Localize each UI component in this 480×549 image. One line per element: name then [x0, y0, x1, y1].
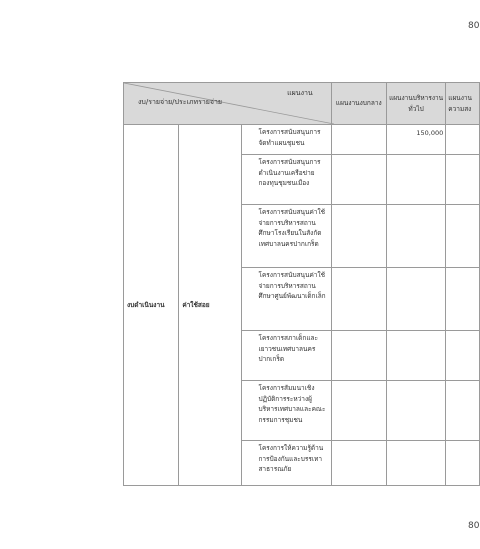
- value-cell: [446, 441, 480, 486]
- project-name: โครงการสภาเด็กและเยาวชนเทศบาลนครปากเกร็ด: [242, 331, 331, 381]
- value-cell: [331, 381, 386, 441]
- value-cell: [446, 268, 480, 331]
- value-cell: 150,000: [386, 125, 445, 155]
- value-cell: [386, 268, 445, 331]
- project-name: โครงการสนับสนุนการดำเนินงานเครือข่ายกองทุนชุมชนเมือง: [242, 155, 331, 205]
- value-cell: [446, 155, 480, 205]
- corner-label-plan: แผนงาน: [287, 89, 313, 97]
- value-cell: [386, 441, 445, 486]
- project-name: โครงการให้ความรู้ด้านการป้องกันและบรรเทาสาธารณภัย: [242, 441, 331, 486]
- value-cell: [386, 155, 445, 205]
- value-cell: [331, 155, 386, 205]
- value-cell: [386, 331, 445, 381]
- corner-header: [124, 83, 332, 125]
- value-cell: [446, 205, 480, 268]
- value-cell: [446, 125, 480, 155]
- page-number-top: 80: [468, 21, 480, 31]
- value-cell: [331, 268, 386, 331]
- table-row: [124, 125, 480, 155]
- value-cell: [331, 125, 386, 155]
- project-name: โครงการสนับสนุนค่าใช้จ่ายการบริหารสถานศึกษาศูนย์พัฒนาเด็กเล็ก: [242, 268, 331, 331]
- budget-category-cell: งบดำเนินงาน: [124, 125, 179, 486]
- value-cell: [386, 205, 445, 268]
- value-cell: [331, 331, 386, 381]
- column-header-central: แผนงานงบกลาง: [331, 83, 386, 125]
- budget-table: [123, 82, 480, 486]
- expense-type-cell: ค่าใช้สอย: [179, 125, 242, 486]
- column-header-general-admin: แผนงานบริหารงานทั่วไป: [386, 83, 445, 125]
- value-cell: [386, 381, 445, 441]
- column-header-security: แผนงาน ความสง: [446, 83, 480, 125]
- value-cell: [446, 381, 480, 441]
- table-header-row: [124, 83, 480, 125]
- corner-label-budget: งบ/รายจ่าย/ประเภทรายจ่าย: [138, 98, 223, 106]
- project-name: โครงการสัมมนาเชิงปฏิบัติการระหว่างผู้บริหารเทศบาลและคณะกรรมการชุมชน: [242, 381, 331, 441]
- page-number-bottom: 80: [468, 521, 480, 531]
- project-name: โครงการสนับสนุนค่าใช้จ่ายการบริหารสถานศึกษาโรงเรียนในสังกัดเทศบาลนครปากเกร็ด: [242, 205, 331, 268]
- project-name: โครงการสนับสนุนการจัดทำแผนชุมชน: [242, 125, 331, 155]
- value-cell: [331, 205, 386, 268]
- value-cell: [446, 331, 480, 381]
- value-cell: [331, 441, 386, 486]
